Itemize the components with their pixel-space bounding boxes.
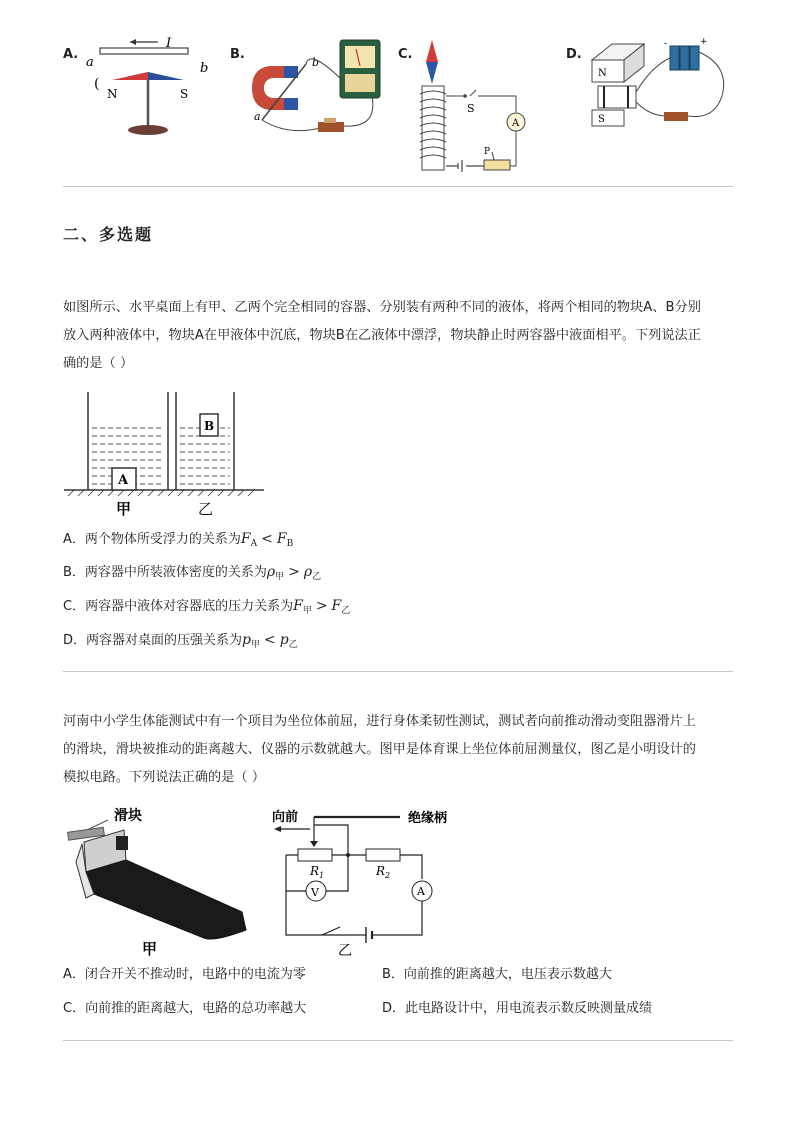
magnet-pole-bottom — [284, 98, 298, 110]
switch-label: S — [467, 102, 475, 115]
insulator-label: 绝缘柄 — [408, 811, 448, 826]
q1-stem-line-3: 确的是（ ） — [63, 356, 134, 371]
slider-label: P — [484, 147, 491, 157]
switch-handle — [324, 118, 336, 123]
forward-arrowhead — [274, 826, 281, 832]
q1-option-b-text: B．两容器中所装液体密度的关系为 — [63, 565, 267, 580]
q1-option-a-formula: $F_A < F_B$ — [240, 531, 294, 549]
magnet-front-face — [592, 60, 624, 82]
q1-option-a[interactable] — [63, 529, 293, 554]
option-d-label: D. — [566, 47, 582, 62]
slider-block-label: 滑块 — [114, 808, 142, 824]
q1-option-d-text: D．两容器对桌面的压强关系为 — [63, 633, 243, 648]
rod-end-b: b — [312, 56, 320, 69]
rheostat-slider — [492, 152, 494, 160]
battery-cell-3 — [690, 46, 699, 70]
q2-option-b[interactable]: B．向前推的距离越大，电压表示数越大 — [382, 967, 612, 982]
fig-jia-label: 甲 — [142, 940, 158, 958]
battery-minus-label: - — [664, 39, 668, 49]
compass-needle-south — [426, 62, 438, 84]
magnet-lower — [592, 110, 624, 126]
q2-option-a[interactable]: A．闭合开关不推动时，电路中的电流为零 — [63, 967, 306, 982]
switch-blade — [322, 927, 340, 935]
q1-option-c-formula: $F_甲 > F_乙$ — [293, 598, 351, 616]
rod-end-a: a — [254, 110, 261, 123]
container-jia-label: 甲 — [116, 500, 132, 518]
q2-stem-line-3: 模拟电路。下列说法正确的是（ ） — [63, 770, 266, 785]
q2-option-d[interactable]: D．此电路设计中，用电流表示数反映测量成绩 — [382, 1001, 653, 1016]
figure-option-d — [584, 36, 734, 132]
paren-mark: ( — [94, 76, 100, 92]
battery-cell-1 — [670, 46, 679, 70]
knife-switch — [318, 122, 344, 132]
table-hatching — [68, 490, 254, 496]
battery-plus-label: + — [700, 37, 708, 47]
q1-figure — [64, 388, 264, 520]
resistor-r2 — [366, 849, 400, 861]
current-label: I — [166, 36, 172, 51]
voltmeter-label: V — [311, 886, 319, 899]
q2-stem — [63, 708, 735, 792]
q2-figure-jia — [64, 802, 254, 960]
rheostat — [484, 160, 510, 170]
block-a-label: A — [118, 473, 129, 488]
q1-option-d[interactable] — [63, 630, 298, 655]
q2-stem-line-2: 的滑块，滑块被推动的距离越大、仪器的示数就越大。图甲是体育课上坐位体前屈测量仪，图乙是小明设计的 — [63, 742, 696, 757]
ammeter-label: A — [512, 118, 520, 129]
straight-wire — [100, 48, 188, 54]
q1-option-a-text: A．两个物体所受浮力的关系为 — [63, 532, 241, 547]
figure-option-a — [80, 36, 215, 138]
wire-end-a: a — [86, 55, 94, 70]
compass-needle-north — [426, 40, 438, 62]
figure-option-b — [248, 36, 390, 140]
pole-s-label: S — [180, 87, 189, 101]
slider-contact — [310, 841, 318, 847]
resistor-r1 — [298, 849, 332, 861]
current-arrowhead — [130, 39, 136, 45]
battery-symbol — [446, 160, 484, 172]
magnet-s-label: S — [598, 114, 605, 125]
pole-n-label: N — [107, 87, 118, 101]
option-b-label: B. — [230, 47, 245, 62]
q2-option-c[interactable]: C．向前推的距离越大，电路的总功率越大 — [63, 1001, 307, 1016]
circuit-top-wire — [446, 90, 516, 112]
wire-end-b: b — [200, 61, 209, 76]
q1-option-b-formula: $\rho_甲 > \rho_乙$ — [266, 564, 322, 582]
slider-grip — [116, 836, 128, 850]
needle-south-half — [148, 72, 184, 80]
stand-base — [128, 125, 168, 135]
circuit-right-wire — [510, 131, 516, 166]
option-a-label: A. — [63, 47, 79, 62]
q2-figure-yi — [270, 803, 490, 961]
divider-top — [63, 186, 733, 187]
q1-option-b[interactable] — [63, 562, 321, 587]
switch-pivot — [463, 94, 467, 98]
galvanometer-terminals — [345, 74, 375, 92]
divider-bottom — [63, 1040, 733, 1041]
block-b-label: B — [204, 419, 215, 433]
q1-option-c[interactable] — [63, 596, 350, 621]
needle-north-half — [112, 72, 148, 80]
q1-option-d-formula: $p_甲 < p_乙$ — [242, 632, 298, 650]
container-yi-label: 乙 — [198, 500, 214, 518]
main-wire-right — [378, 901, 422, 935]
q2-stem-line-1: 河南中小学生体能测试中有一个项目为坐位体前屈，进行身体柔韧性测试，测试者向前推动滑动变阻器滑片上 — [63, 714, 696, 729]
section-title: 二、多选题 — [63, 225, 154, 244]
r1-label: $R_1$ — [310, 864, 325, 880]
q1-stem-line-2: 放入两种液体中，物块A在甲液体中沉底，物块B在乙液体中漂浮，物块静止时两容器中液面相平。下列说法正 — [63, 328, 701, 343]
q1-stem-line-1: 如图所示、水平桌面上有甲、乙两个完全相同的容器、分别装有两种不同的液体，将两个相同的物块A、B分别 — [63, 300, 701, 315]
option-c-label: C. — [398, 47, 413, 62]
fig-yi-label: 乙 — [338, 943, 352, 959]
q1-option-c-text: C．两容器中液体对容器底的压力关系为 — [63, 599, 294, 614]
r2-label: $R_2$ — [376, 864, 391, 880]
battery-cell-2 — [680, 46, 689, 70]
measuring-board — [86, 860, 246, 939]
figure-option-c — [412, 38, 530, 176]
magnet-n-label: N — [598, 68, 607, 79]
circuit-wire-2 — [636, 102, 666, 116]
forward-label: 向前 — [272, 810, 299, 825]
divider-middle — [63, 671, 733, 672]
container-yi — [176, 392, 234, 490]
ammeter-label: A — [417, 885, 425, 898]
knife-switch — [664, 112, 688, 121]
q1-stem — [63, 294, 735, 378]
